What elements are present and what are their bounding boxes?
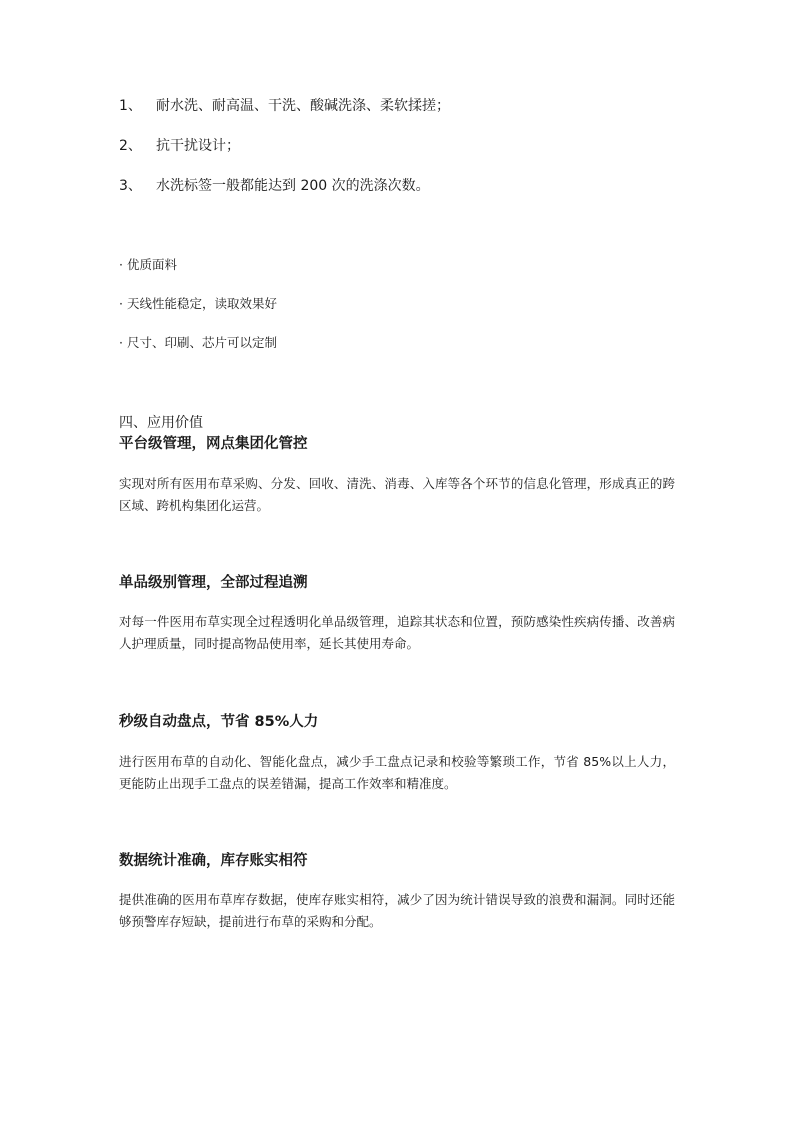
section-body-2: 对每一件医用布草实现全过程透明化单品级管理，追踪其状态和位置，预防感染性疾病传播、改善病人护理质量，同时提高物品使用率，延长其使用寿命。 (119, 614, 675, 651)
numbered-item-3 (119, 176, 430, 196)
item-text: 抗干扰设计； (156, 138, 240, 154)
item-text: 水洗标签一般都能达到 200 次的洗涤次数。 (156, 178, 430, 194)
bullet-item-2: · 天线性能稳定，读取效果好 (119, 296, 277, 311)
bullet-item-3: · 尺寸、印刷、芯片可以定制 (119, 335, 277, 350)
section-body-1: 实现对所有医用布草采购、分发、回收、清洗、消毒、入库等各个环节的信息化管理，形成真正的跨区域、跨机构集团化运营。 (119, 476, 675, 513)
section-body-4: 提供准确的医用布草库存数据，使库存账实相符，减少了因为统计错误导致的浪费和漏洞。同时还能够预警库存短缺，提前进行布草的采购和分配。 (119, 892, 675, 929)
section-heading-3: 秒级自动盘点，节省 85%人力 (119, 714, 319, 730)
item-number: 3、 (119, 178, 142, 194)
section-heading-1: 平台级管理，网点集团化管控 (119, 436, 308, 452)
section-title: 四、应用价值 (119, 415, 203, 431)
section-heading-4: 数据统计准确，库存账实相符 (119, 853, 308, 869)
numbered-item-1 (119, 96, 450, 116)
section-heading-2: 单品级别管理，全部过程追溯 (119, 575, 308, 591)
item-number: 1、 (119, 98, 142, 114)
bullet-item-1: · 优质面料 (119, 257, 177, 272)
item-number: 2、 (119, 138, 142, 154)
numbered-item-2 (119, 136, 240, 156)
item-text: 耐水洗、耐高温、干洗、酸碱洗涤、柔软揉搓； (156, 98, 450, 114)
section-body-3: 进行医用布草的自动化、智能化盘点，减少手工盘点记录和校验等繁琐工作，节省 85%以上人力，更能防止出现手工盘点的误差错漏，提高工作效率和精准度。 (119, 754, 675, 791)
